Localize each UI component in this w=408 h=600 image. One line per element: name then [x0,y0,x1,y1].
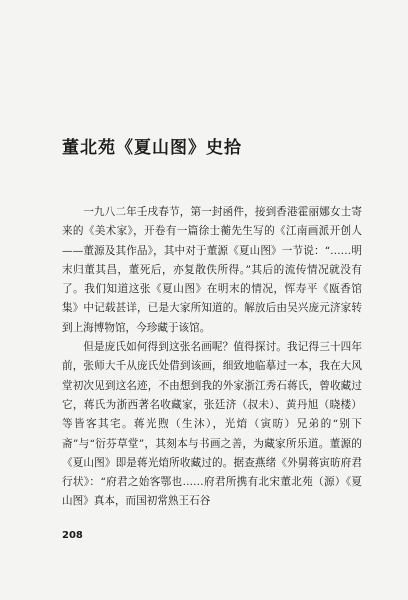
chapter-title: 董北苑《夏山图》史拾 [62,138,242,158]
paragraph: 但是庞氏如何得到这张名画呢？值得探讨。我记得三十四年前，张师大千从庞氏处借到该画，细致地临摹过一本，我在大风堂初次见到这名迹，不由想到我的外家浙江秀石蒋氏，曾收藏过它，蒋氏为浙西著名收藏家，张廷济（叔未）、黄丹旭（晓楼）等皆客其宅。蒋光煦（生沐），光焴（寅昉）兄弟的“别下斋”与“衍芬草堂”，其刻本与书画之善，为藏家所乐道。董源的《夏山图》即是蒋光焴所收藏过的。据查燕绪《外舅蒋寅昉府君行状》：“府君之始客鄂也……府君所携有北宋董北苑（源）《夏山图》真本，而国初常熟王石谷 [62,341,362,508]
page-number: 208 [62,530,83,541]
body-text [62,203,362,512]
paragraph: 一九八二年壬戌春节，第一封函件，接到香港霍丽娜女士寄来的《美术家》，开卷有一篇徐士蘅先生写的《江南画派开创人——董源及其作品》，其中对于董源《夏山图》一节说：“……明末归董其昌，董死后，亦复散佚所得。”其后的流传情况就没有了。我们知道这张《夏山图》在明末的情况，恽寿平《瓯香馆集》中记载甚详，已是大家所知道的。解放后由吴兴庞元济家转到上海博物馆，今珍藏于该馆。 [62,206,362,334]
